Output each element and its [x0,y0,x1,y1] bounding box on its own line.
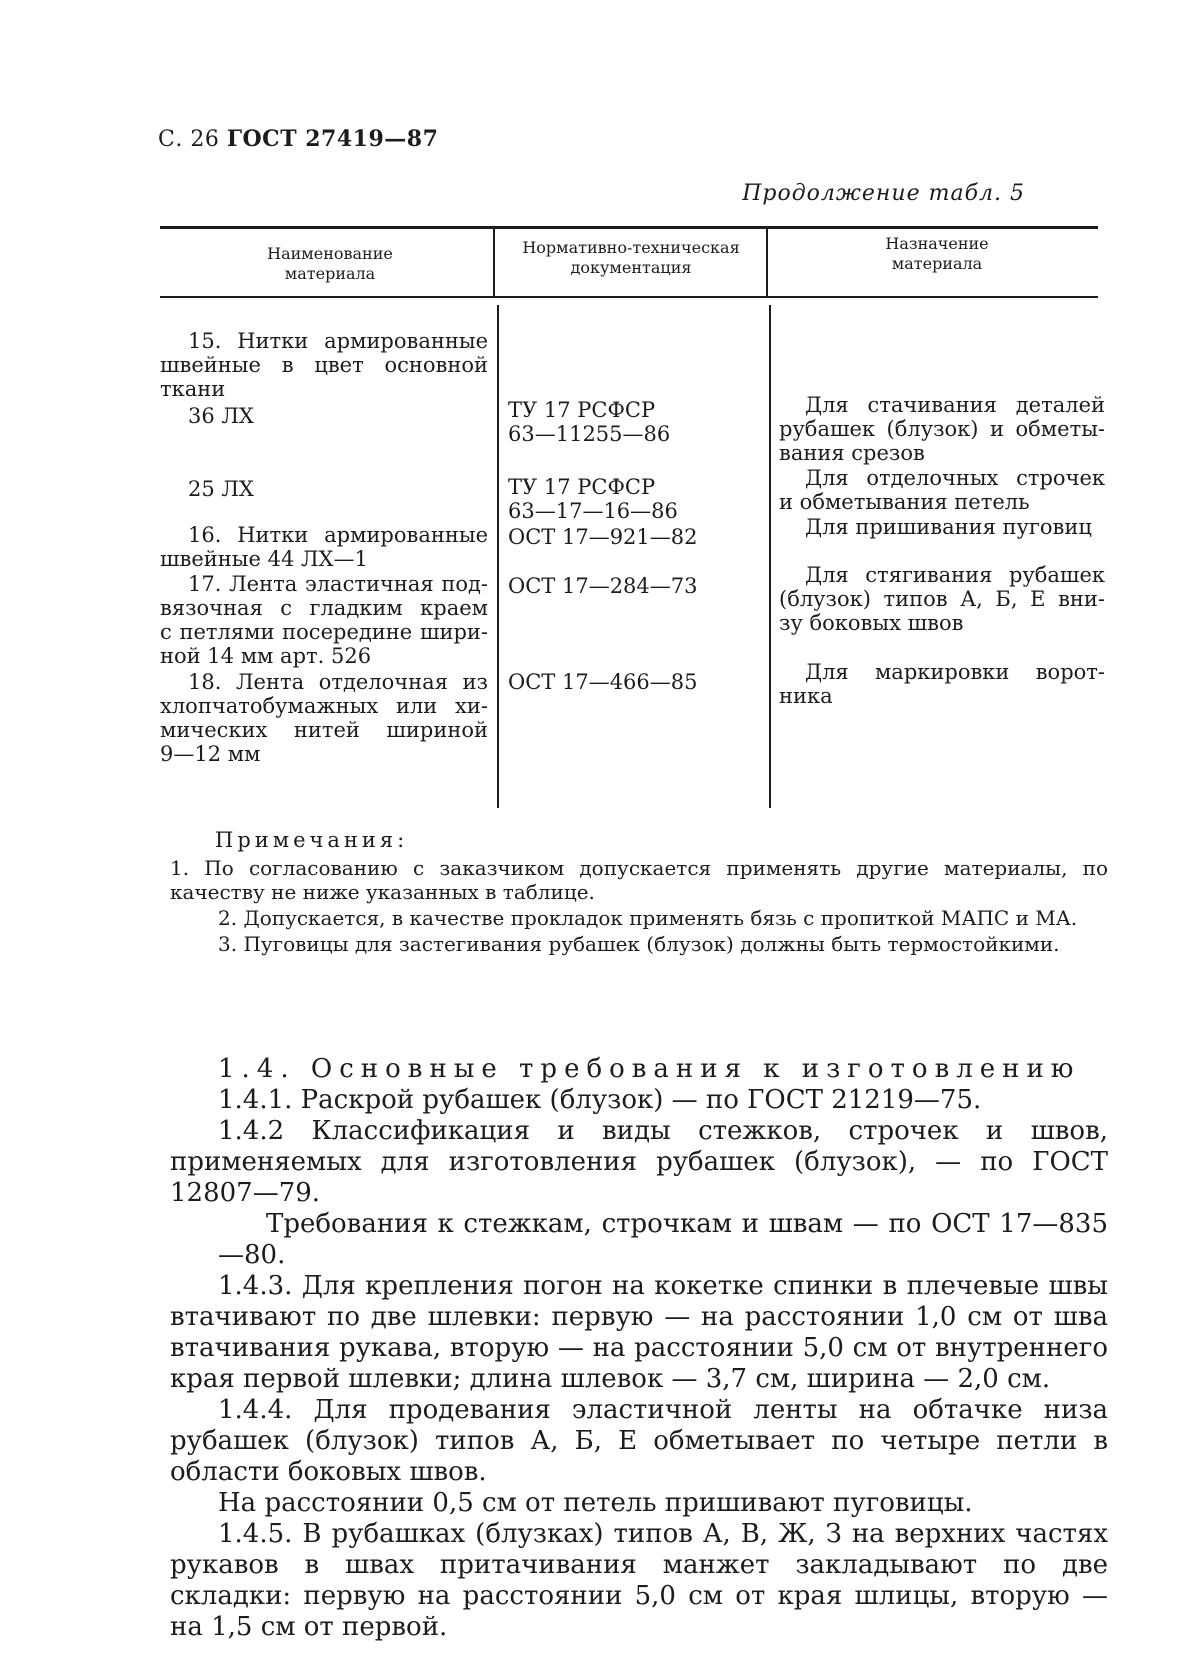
paragraph: На расстоянии 0,5 см от петель пришивают пуговицы. [218,1488,973,1518]
column-header-doc: Нормативно-техническая документация [522,238,740,277]
table-row-purpose-tail: вания срезов [779,441,925,465]
table-row-doc: ОСТ 17—921—82 [508,525,698,549]
table-row-doc: ОСТ 17—466—85 [508,670,698,694]
paragraph: 1.4.2 Классификация и виды стежков, строчек и швов, применяемых для изготовления рубашек (блузок), — по ГОСТ 12807—79. [170,1116,1108,1208]
table-row-name: 36 ЛХ [188,404,254,428]
paragraph: 1.4.1. Раскрой рубашек (блузок) — по ГОСТ 21219—75. [218,1085,982,1115]
table-row-purpose-tail: зу боковых швов [779,611,964,635]
table-row-name: 17. Лента эластичная под- вязочная с гладким краем с петлями посередине шири- [160,572,488,644]
table-row-purpose: Для маркировки ворот- [805,660,1105,684]
section-title: 1.4. Основные требования к изготовлению [218,1054,1081,1084]
notes-title: Примечания: [215,828,409,852]
table-row-doc: ОСТ 17—284—73 [508,574,698,598]
standard-number: ГОСТ 27419—87 [226,126,439,152]
table-row-name: 16. Нитки армированные [188,523,488,547]
header-divider-1 [493,227,495,297]
table-row-purpose-tail: ника [779,684,833,708]
table-row-name-tail: 9—12 мм [160,742,261,766]
paragraph: 1.4.3. Для крепления погон на кокетке спинки в плечевые швы втачивают по две шлевки: первую — на расстоянии 1,0 см от шва втачивания рукава, вторую — на расстоянии 5,0 см от внутреннего края первой шлевки; длина шлевок — 3,7 см, ширина — 2,0 см. [170,1271,1108,1394]
table-row-name: 15. Нитки армированные швейные в цвет основной [160,329,488,377]
table-row-doc: ТУ 17 РСФСР 63—17—16—86 [508,475,678,523]
table-row-name: 25 ЛХ [188,477,254,501]
paragraph: 1.4.5. В рубашках (блузках) типов А, В, Ж, З на верхних частях рукавов в швах притачивания манжет закладывают по две складки: первую на расстоянии 5,0 см от края шлицы, вторую — на 1,5 см от первой. [170,1519,1108,1642]
section-body [170,1054,1108,1643]
column-header-name: Наименование материала [267,244,393,283]
body-divider-2 [769,305,771,808]
table-row-name-tail: швейные 44 ЛХ—1 [160,547,368,571]
table-row-name: 18. Лента отделочная из хлопчатобумажных или хи- мических нитей шириной [160,670,488,742]
table-row-purpose: Для стягивания рубашек (блузок) типов А, Б, Е вни- [779,563,1105,611]
page-header [158,126,438,152]
table-row-name-tail: ткани [160,377,226,401]
note-item: 1. По согласованию с заказчиком допускается применять другие материалы, по качеству не ниже указанных в таблице. [170,856,1108,904]
table-continuation-label: Продолжение табл. 5 [742,181,1025,206]
table-row-purpose: Для пришивания пуговиц [805,515,1092,539]
table-row-name-tail: ной 14 мм арт. 526 [160,644,372,668]
table-row-doc: ТУ 17 РСФСР 63—11255—86 [508,398,671,446]
paragraph: 1.4.4. Для продевания эластичной ленты на обтачке низа рубашек (блузок) типов А, Б, Е обметывает по четыре петли в области боковых швов. [170,1395,1108,1487]
body-divider-1 [497,305,499,808]
table-top-rule [160,226,1098,229]
table-header-rule [160,296,1098,298]
notes-list [170,856,1108,956]
header-divider-2 [766,227,768,297]
note-item: 2. Допускается, в качестве прокладок применять бязь с пропиткой МАПС и МА. [218,906,1078,930]
page-number: С. 26 [158,127,220,152]
note-item: 3. Пуговицы для застегивания рубашек (блузок) должны быть термостойкими. [218,932,1060,956]
table-row-purpose-tail: и обметывания петель [779,490,1030,514]
table-row-purpose: Для стачивания деталей рубашек (блузок) и обметы- [779,393,1105,441]
paragraph: Требования к стежкам, строчкам и швам — по ОСТ 17—835—80. [218,1209,1108,1270]
column-header-purpose: Назначение материала [885,234,989,273]
table-row-purpose: Для отделочных строчек [805,466,1105,490]
